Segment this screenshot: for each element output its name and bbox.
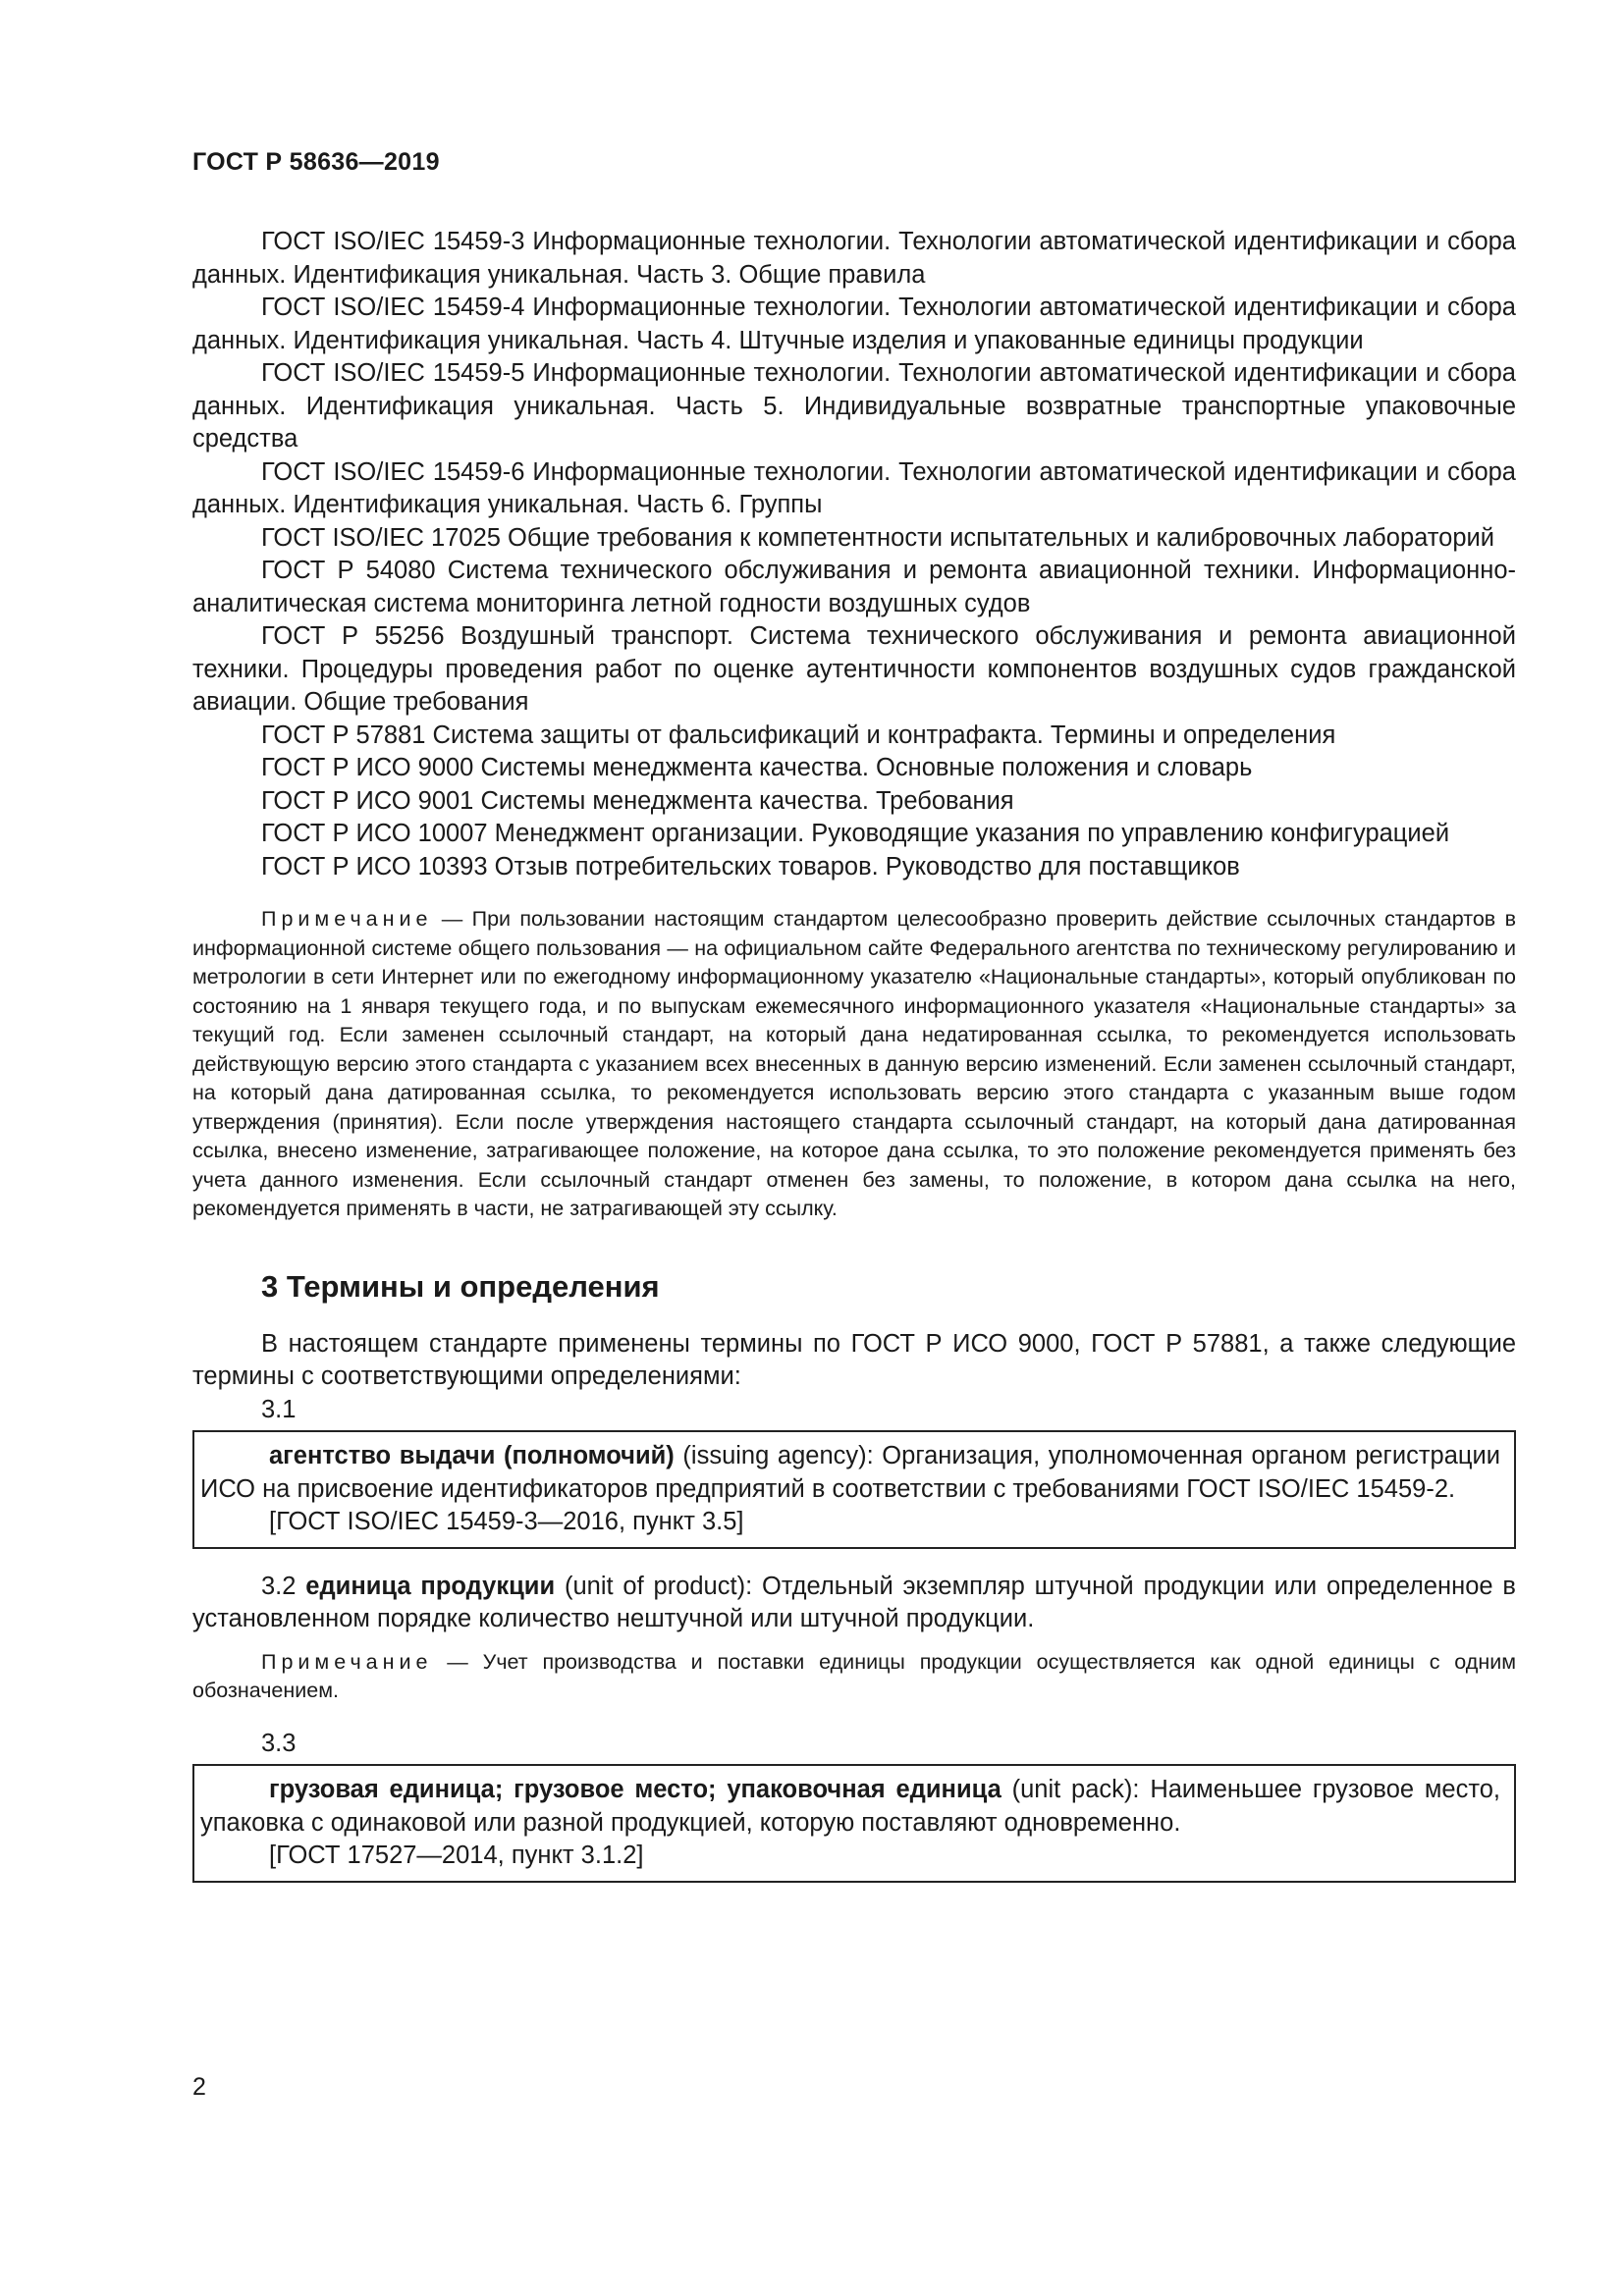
document-header: ГОСТ Р 58636—2019	[192, 148, 440, 176]
page-number: 2	[192, 2073, 206, 2101]
reference-item: ГОСТ ISO/IEC 15459-3 Информационные технологии. Технологии автоматической идентификации и сбора данных. Идентификация уникальная. Часть 3. Общие правила	[192, 228, 1516, 289]
term-definition	[194, 1774, 1500, 1840]
reference-item: ГОСТ Р ИСО 9000 Системы менеджмента качества. Основные положения и словарь	[261, 754, 1253, 781]
term-source: [ГОСТ 17527—2014, пункт 3.1.2]	[269, 1842, 644, 1869]
term-number: 3.1	[261, 1395, 297, 1423]
section-title: 3 Термины и определения	[261, 1268, 660, 1304]
term-name: агентство выдачи (полномочий)	[269, 1442, 675, 1469]
note-label: Примечание	[261, 1649, 433, 1674]
term-def-text: (unit of product): Отдельный экземпляр штучной продукции или определенное в установленном порядке количество нештучной или штучной продукции.	[192, 1572, 1516, 1632]
term-def-text: (issuing agency): Организация, уполномоченная органом регистрации ИСО на присвоение идентификаторов предприятий в соответствии с требованиями ГОСТ ISO/IEC 15459-2.	[200, 1442, 1500, 1503]
term-name: единица продукции	[305, 1572, 556, 1600]
term-definition	[194, 1440, 1500, 1506]
term-name: грузовая единица; грузовое место; упаковочная единица	[269, 1776, 1001, 1803]
note-text: — При пользовании настоящим стандартом целесообразно проверить действие ссылочных стандартов в информационной системе общего пользования — на официальном сайте Федерального агентства по техническому регулированию и метрологии в сети Интернет или по ежегодному информационному указателю «Национальные стандарты», который опубликован по состоянию на 1 января текущего года, и по выпускам ежемесячного информационного указателя «Национальные стандарты» за текущий год. Если заменен ссылочный стандарт, на который дана недатированная ссылка, то рекомендуется использовать действующую версию этого стандарта с указанием всех внесенных в данную версию изменений. Если заменен ссылочный стандарт, на который дана датированная ссылка, то рекомендуется использовать версию этого стандарта с указанным выше годом утверждения (принятия). Если после утверждения настоящего стандарта ссылочный стандарт, на который дана датированная ссылка, внесено изменение, затрагивающее положение, на которое дана ссылка, то это положение рекомендуется применять без учета данного изменения. Если ссылочный стандарт отменен без замены, то положение, в котором дана ссылка на него, рекомендуется применять в части, не затрагивающей эту ссылку.	[192, 907, 1516, 1220]
reference-item: ГОСТ ISO/IEC 17025 Общие требования к компетентности испытательных и калибровочных лабораторий	[261, 523, 1494, 552]
reference-item: ГОСТ Р ИСО 9001 Системы менеджмента качества. Требования	[261, 786, 1014, 815]
note-text: — Учет производства и поставки единицы продукции осуществляется как одной единицы с одним обозначением.	[192, 1649, 1516, 1702]
page-content	[192, 226, 1516, 1883]
reference-item: ГОСТ Р ИСО 10007 Менеджмент организации. Руководящие указания по управлению конфигурацией	[261, 820, 1450, 847]
term-definition-3-2	[192, 1571, 1516, 1636]
term-number: 3.2	[261, 1572, 306, 1600]
note-references	[192, 905, 1516, 1224]
reference-item: ГОСТ Р 54080 Система технического обслуживания и ремонта авиационной техники. Информационно-аналитическая система мониторинга летной годности воздушных судов	[192, 557, 1516, 617]
section-intro: В настоящем стандарте применены термины по ГОСТ Р ИСО 9000, ГОСТ Р 57881, а также следующие термины с соответствующими определениями:	[192, 1329, 1516, 1390]
reference-item: ГОСТ Р 55256 Воздушный транспорт. Система технического обслуживания и ремонта авиационной техники. Процедуры проведения работ по оценке аутентичности компонентов воздушных судов гражданской авиации. Общие требования	[192, 622, 1516, 716]
references-list	[192, 226, 1516, 883]
note-label: Примечание	[261, 907, 433, 931]
note-term-3-2	[192, 1648, 1516, 1706]
reference-item: ГОСТ Р ИСО 10393 Отзыв потребительских товаров. Руководство для поставщиков	[261, 852, 1240, 881]
term-box-3-1	[192, 1430, 1516, 1549]
term-number: 3.3	[261, 1729, 297, 1757]
reference-item: ГОСТ ISO/IEC 15459-5 Информационные технологии. Технологии автоматической идентификации и сбора данных. Идентификация уникальная. Часть 5. Индивидуальные возвратные транспортные упаковочные средства	[192, 359, 1516, 453]
reference-item: ГОСТ ISO/IEC 15459-4 Информационные технологии. Технологии автоматической идентификации и сбора данных. Идентификация уникальная. Часть 4. Штучные изделия и упакованные единицы продукции	[192, 294, 1516, 354]
reference-item: ГОСТ Р 57881 Система защиты от фальсификаций и контрафакта. Термины и определения	[261, 721, 1336, 749]
reference-item: ГОСТ ISO/IEC 15459-6 Информационные технологии. Технологии автоматической идентификации и сбора данных. Идентификация уникальная. Часть 6. Группы	[192, 457, 1516, 518]
term-box-3-3	[192, 1764, 1516, 1883]
term-source: [ГОСТ ISO/IEC 15459-3—2016, пункт 3.5]	[269, 1508, 744, 1535]
term-def-text: (unit pack): Наименьшее грузовое место, упаковка с одинаковой или разной продукцией, которую поставляют одновременно.	[200, 1776, 1501, 1837]
